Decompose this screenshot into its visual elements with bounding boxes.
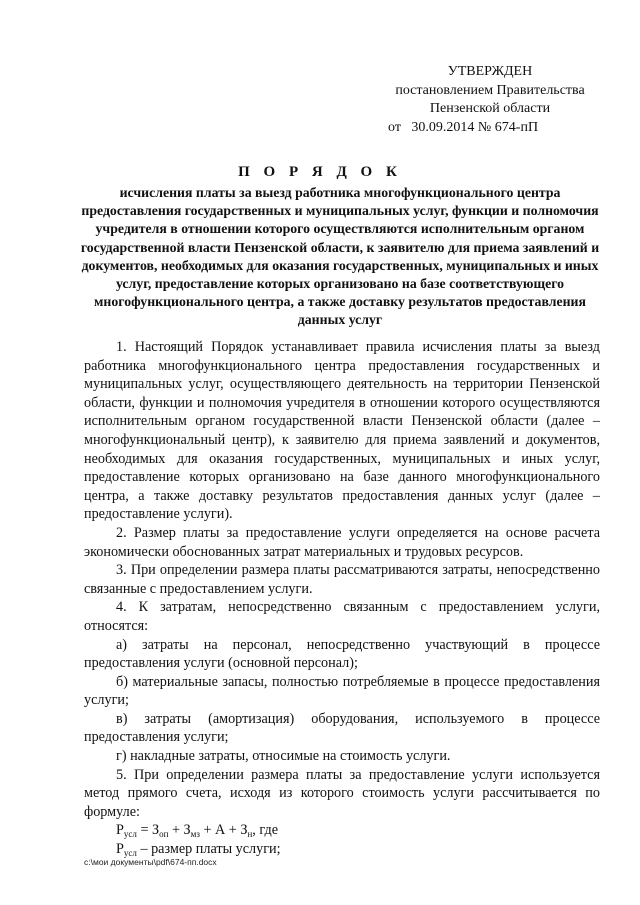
paragraph-6 [84,840,600,859]
p6-p: Р [116,841,124,858]
paragraph-4a: а) затраты на персонал, непосредственно участвующий в процессе предоставления услуги (основной персонал); [84,636,600,672]
paragraph-2: 2. Размер платы за предоставление услуги определяется на основе расчета экономически обоснованных затрат материальных и трудовых ресурсов. [84,524,600,560]
formula-sub-n: н [247,829,253,840]
formula-z2: З [183,822,191,839]
formula-p: Р [116,822,124,839]
approval-date: от 30.09.2014 № 674-пП [388,119,539,135]
approval-region: Пензенской области [429,101,551,116]
formula-sub-usl: усл [123,829,137,840]
approval-heading: УТВЕРЖДЕН [447,64,533,79]
paragraph-4: 4. К затратам, непосредственно связанным с предоставлением услуги, относятся: [84,599,600,634]
approval-stamp [380,63,600,137]
document-subtitle: исчисления платы за выезд работника многофункционального центра предоставления государственных и муниципальных услуг, функции и полномочия учредителя в отношении которого осуществляются исполнительным органом государственной власти Пензенской области, к заявителю для приема заявлений и документов, необходимых для оказания государственных, муниципальных и иных услуг, предоставление которых организовано на базе соответствующего многофункционального центра, а также доставку результатов предоставления данных услуг [80,185,600,328]
paragraph-1: 1. Настоящий Порядок устанавливает правила исчисления платы за выезд работника многофункционального центра предоставления государственных и муниципальных услуг, осуществляющего деятельность на территории Пензенской области, функции и полномочия учредителя в отношении которого осуществляются исполнительным органом государственной власти Пензенской области (далее – многофункциональный центр), к заявителю для приема заявлений и документов, необходимых для оказания государственных, муниципальных и иных услуг, предоставление которых организовано на базе данного многофункционального центра, а также доставку результатов предоставления данных услуг (далее – предоставление услуги). [84,339,600,523]
formula-tail: , где [252,822,279,839]
formula-z1: З [152,822,160,839]
cost-formula [84,821,600,840]
p6-sub-usl: усл [123,848,137,859]
document-title: П О Р Я Д О К [238,164,402,180]
formula-plus1: + [168,822,184,839]
paragraph-4c: в) затраты (амортизация) оборудования, используемого в процессе предоставления услуги; [84,710,600,746]
formula-sub-mz: мз [190,829,200,840]
formula-z3: З [240,822,248,839]
formula-sub-op: оп [159,829,169,840]
paragraph-3: 3. При определении размера платы рассматриваются затраты, непосредственно связанные с предоставлением услуги. [84,562,600,597]
paragraph-5: 5. При определении размера платы за предоставление услуги используется метод прямого счета, исходя из которого стоимость услуги рассчитывается по формуле: [84,766,600,820]
formula-eq: = [136,822,152,839]
approval-resolution: постановлением Правительства [395,82,585,98]
formula-plus2: + А + [199,822,241,839]
p6-text: – размер платы услуги; [136,841,281,858]
file-path-footer: c:\мои документы\pdf\674-пп.docx [84,857,217,867]
paragraph-4d: г) накладные затраты, относимые на стоимость услуги. [116,748,451,765]
document-body [84,338,600,859]
paragraph-4b: б) материальные запасы, полностью потребляемые в процессе предоставления услуги; [84,673,600,709]
